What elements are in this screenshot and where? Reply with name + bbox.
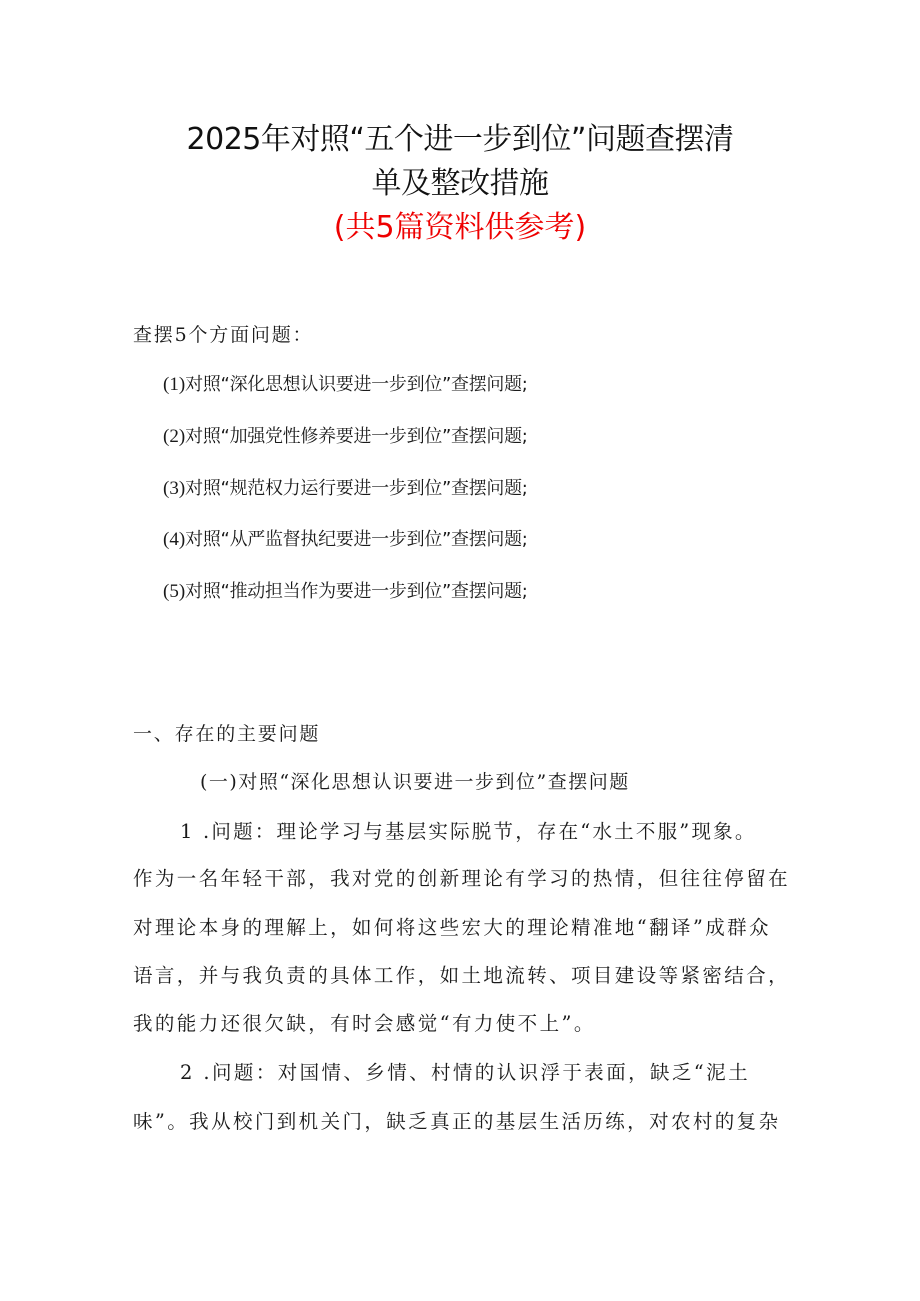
list-item bbox=[163, 422, 528, 448]
paragraph-line: 作为一名年轻干部，我对党的创新理论有学习的热情，但往往停留在 bbox=[133, 867, 791, 890]
list-item-number: (5) bbox=[163, 581, 186, 602]
paragraph-line: 味”。我从校门到机关门，缺乏真正的基层生活历练，对农村的复杂 bbox=[133, 1110, 781, 1133]
paragraph-line: 语言，并与我负责的具体工作，如土地流转、项目建设等紧密结合， bbox=[133, 964, 791, 987]
subsection-heading: (一)对照“深化思想认识要进一步到位”查摆问题 bbox=[200, 771, 630, 793]
list-item-number: (2) bbox=[163, 426, 186, 447]
paragraph-line: 对理论本身的理解上，如何将这些宏大的理论精准地“翻译”成群众 bbox=[133, 916, 771, 939]
paragraph-line: 1 .问题：理论学习与基层实际脱节，存在“水土不服”现象。 bbox=[180, 820, 757, 843]
intro-text: 查摆5个方面问题： bbox=[133, 324, 314, 346]
list-item-text: 对照“推动担当作为要进一步到位”查摆问题; bbox=[185, 581, 528, 602]
title-block bbox=[100, 118, 820, 250]
list-item-number: (4) bbox=[163, 529, 186, 550]
list-item-number: (3) bbox=[163, 478, 186, 499]
list-item-text: 对照“深化思想认识要进一步到位”查摆问题; bbox=[185, 374, 528, 395]
document-title-line-1: 2025年对照“五个进一步到位”问题查摆清 bbox=[186, 122, 734, 157]
paragraph-line: 2 .问题：对国情、乡情、村情的认识浮于表面，缺乏“泥土 bbox=[180, 1061, 750, 1084]
list-item-text: 对照“规范权力运行要进一步到位”查摆问题; bbox=[185, 478, 528, 499]
list-item-number: (1) bbox=[163, 374, 186, 395]
list-item bbox=[163, 370, 528, 396]
list-item-text: 对照“加强党性修养要进一步到位”查摆问题; bbox=[185, 426, 528, 447]
list-item bbox=[163, 525, 528, 551]
document-subtitle: (共5篇资料供参考) bbox=[333, 210, 587, 245]
paragraph-line: 我的能力还很欠缺，有时会感觉“有力使不上”。 bbox=[133, 1012, 596, 1035]
list-item-text: 对照“从严监督执纪要进一步到位”查摆问题; bbox=[185, 529, 528, 550]
section-heading: 一、存在的主要问题 bbox=[133, 723, 321, 745]
document-title-line-2: 单及整改措施 bbox=[371, 166, 549, 201]
list-item bbox=[163, 474, 528, 500]
list-item bbox=[163, 577, 528, 603]
